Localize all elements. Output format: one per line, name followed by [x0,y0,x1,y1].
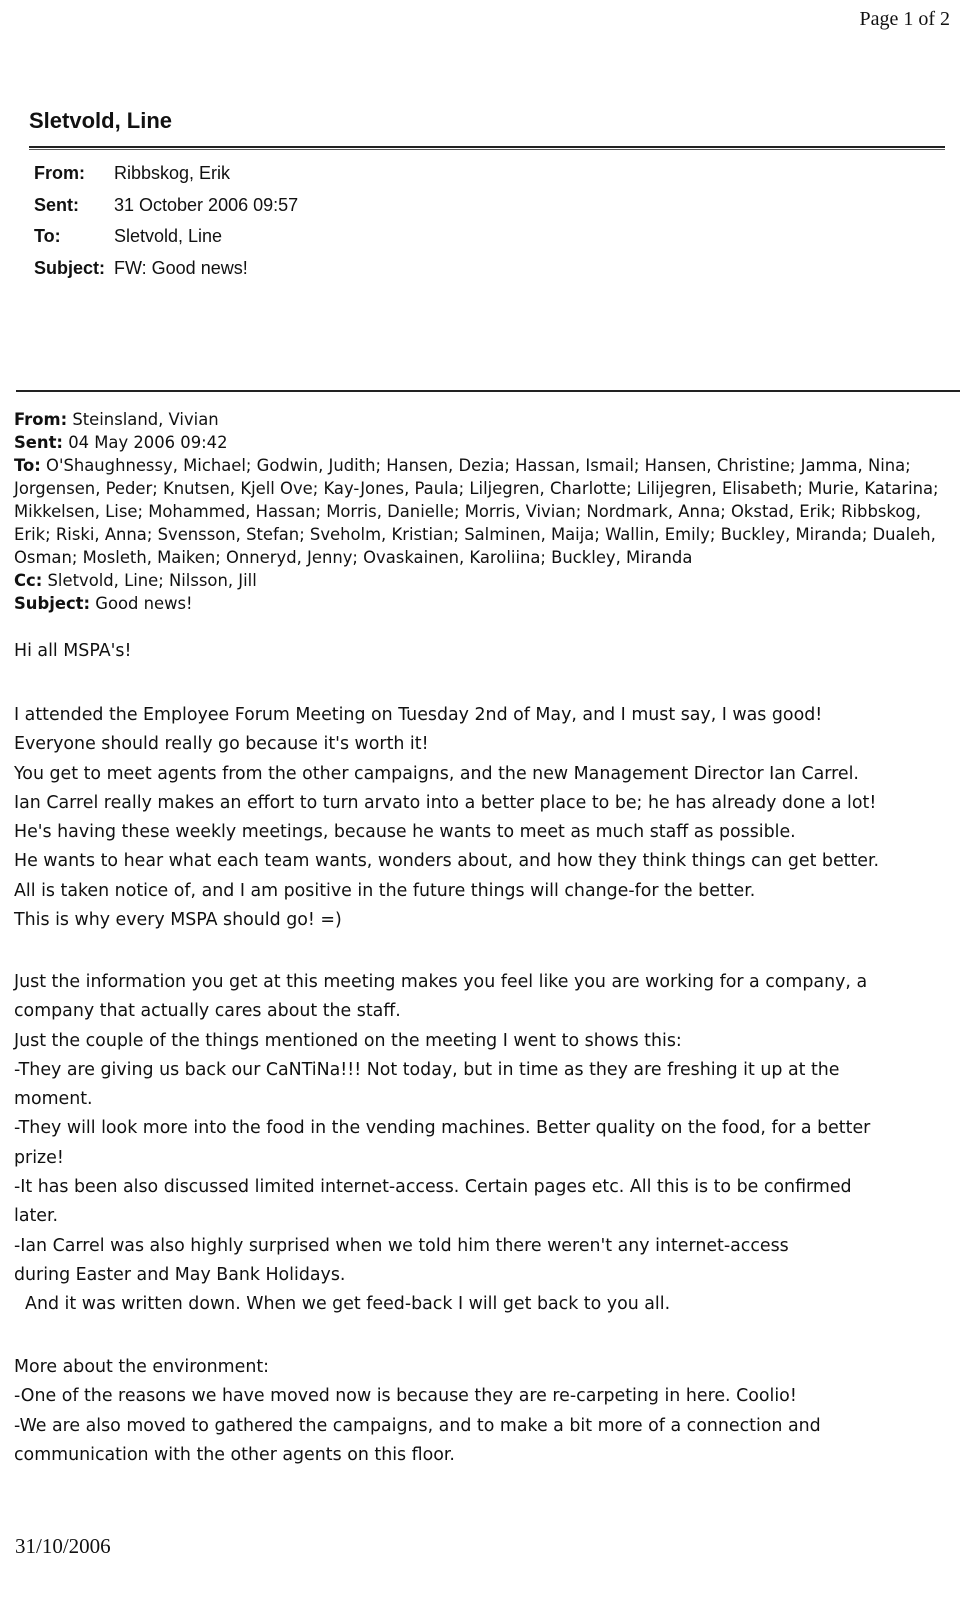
body-line: during Easter and May Bank Holidays. [14,1264,346,1285]
body-line: -They will look more into the food in the vending machines. Better quality on the food, for a better [14,1118,871,1139]
body-paragraph-3 [14,1353,954,1470]
body-paragraph-2 [14,968,954,1320]
body-line: -One of the reasons we have moved now is because they are re-carpeting in here. Coolio! [14,1386,797,1407]
body-line: moment. [14,1089,93,1110]
page-number: Page 1 of 2 [859,8,950,30]
body-line: Everyone should really go because it's worth it! [14,734,429,755]
original-message-divider [16,390,960,392]
orig-sent-row [14,431,954,454]
printer-name: Sletvold, Line [29,108,173,133]
to-value: Sletvold, Line [114,226,223,247]
body-paragraph-1 [14,701,954,935]
orig-subject-value: Good news! [90,594,193,613]
orig-cc-value: Sletvold, Line; Nilsson, Jill [42,571,257,590]
body-line: He wants to hear what each team wants, wonders about, and how they think things can get better. [14,851,880,872]
body-line: -Ian Carrel was also highly surprised when we told him there weren't any internet-access [14,1235,789,1256]
body-line: More about the environment: [14,1357,270,1377]
greeting: Hi all MSPA's! [14,641,132,661]
body-line: And it was written down. When we get feed-back I will get back to you all. [14,1294,671,1315]
orig-cc-label: Cc: [14,571,43,590]
body-line: communication with the other agents on this floor. [14,1444,455,1465]
sent-row [34,190,298,222]
sent-label: Sent: [34,194,79,215]
forward-header [34,158,298,284]
body-line: prize! [14,1147,64,1168]
original-header [14,408,954,615]
from-value: Ribbskog, Erik [114,163,231,184]
orig-sent-value: 04 May 2006 09:42 [62,433,228,452]
body-line: -They are giving us back our CaNTiNa!!! Not today, but in time as they are freshing it up at the [14,1059,840,1080]
body-line: Ian Carrel really makes an effort to turn arvato into a better place to be; he has already done a lot! [14,792,877,813]
orig-sent-label: Sent: [14,433,63,452]
body-line: -It has been also discussed limited internet-access. Certain pages etc. All this is to be confirmed [14,1177,852,1198]
body-line: later. [14,1206,59,1227]
subject-value: FW: Good news! [114,257,248,278]
orig-from-value: Steinsland, Vivian [67,410,219,429]
body-line: company that actually cares about the staff. [14,1001,401,1022]
orig-from-label: From: [14,410,68,429]
body-line: I attended the Employee Forum Meeting on Tuesday 2nd of May, and I must say, I was good! [14,705,823,725]
orig-to-value: O'Shaughnessy, Michael; Godwin, Judith; Hansen, Dezia; Hassan, Ismail; Hansen, Christine; Jamma, Nina; Jorgensen, Peder; Knutsen, Kjell Ove; Kay-Jones, Paula; Liljegren, Charlotte; Lilijegren, Elisabeth; Murie, Katarina; Mikkelsen, Lise; Mohammed, Hassan; Morris, Danielle; Morris, Vivian; Nordmark, Anna; Okstad, Erik; Ribbskog, Erik; Riski, Anna; Svensson, Stefan; Sveholm, Kristian; Salminen, Maija; Wallin, Emily; Buckley, Miranda; Dualeh, Osman; Mosleth, Maiken; Onneryd, Jenny; Ovaskainen, Karoliina; Buckley, Miranda [14,456,939,567]
body-line: Just the information you get at this meeting makes you feel like you are working for a company, a [14,972,868,992]
orig-cc-row [14,569,954,592]
subject-label: Subject: [34,257,106,278]
body-line: -We are also moved to gathered the campaigns, and to make a bit more of a connection and [14,1415,821,1436]
body-line: All is taken notice of, and I am positive in the future things will change-for the better. [14,880,756,901]
orig-to-row [14,454,954,569]
subject-row [34,253,298,285]
body-line: This is why every MSPA should go! =) [14,910,342,931]
body-line: You get to meet agents from the other campaigns, and the new Management Director Ian Carrel. [14,763,859,784]
from-row [34,158,298,190]
body-line: Just the couple of the things mentioned on the meeting I went to shows this: [14,1030,682,1051]
body-line: He's having these weekly meetings, because he wants to meet as much staff as possible. [14,822,796,843]
orig-subject-label: Subject: [14,594,91,613]
print-date: 31/10/2006 [15,1534,111,1558]
to-row [34,221,298,253]
orig-to-label: To: [14,456,41,475]
sent-value: 31 October 2006 09:57 [114,194,299,215]
header-divider [29,146,945,150]
orig-subject-row [14,592,954,615]
orig-from-row [14,408,954,431]
to-label: To: [34,226,61,247]
from-label: From: [34,163,85,184]
